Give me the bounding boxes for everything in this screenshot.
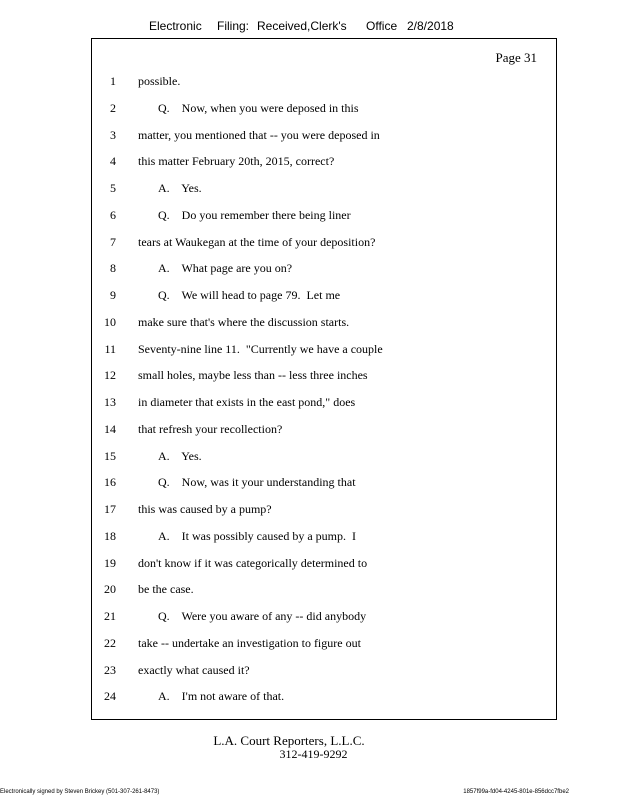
filing-header-date: 2/8/2018 [407, 19, 454, 33]
line-number: 18 [104, 528, 116, 543]
filing-header-office: Office [366, 19, 398, 33]
line-text: this matter February 20th, 2015, correct? [138, 154, 335, 169]
line-text: Q. Do you remember there being liner [158, 207, 351, 222]
line-text: don't know if it was categorically determined to [138, 555, 368, 570]
line-number: 1 [110, 74, 116, 88]
transcript-line [92, 395, 556, 415]
line-text: A. It was possibly caused by a pump. I [158, 528, 356, 543]
line-text: A. What page are you on? [158, 261, 293, 276]
line-number: 2 [110, 100, 116, 115]
line-text: exactly what caused it? [138, 662, 250, 677]
transcript-line [92, 154, 556, 174]
line-number: 9 [110, 288, 116, 302]
line-number: 7 [110, 234, 116, 249]
line-number: 6 [110, 207, 116, 222]
line-text: possible. [138, 74, 181, 88]
line-text: take -- undertake an investigation to figure out [138, 635, 361, 650]
transcript-line [92, 582, 556, 602]
line-number: 24 [104, 689, 116, 704]
transcript-line [92, 556, 556, 576]
line-number: 17 [104, 502, 116, 516]
line-number: 22 [104, 635, 116, 650]
transcript-line [92, 288, 556, 308]
line-text: make sure that's where the discussion starts. [138, 314, 350, 329]
line-text: that refresh your recollection? [138, 421, 283, 436]
line-text: A. Yes. [158, 181, 202, 195]
line-text: Seventy-nine line 11. "Currently we have a couple [138, 341, 383, 356]
transcript-line [92, 529, 556, 549]
line-text: tears at Waukegan at the time of your deposition? [138, 234, 376, 249]
transcript-line [92, 368, 556, 388]
transcript-line [92, 261, 556, 281]
line-number: 12 [104, 368, 116, 383]
filing-header-filing: Filing: [217, 19, 250, 33]
line-number: 23 [104, 662, 116, 677]
line-text: in diameter that exists in the east pond," does [138, 395, 356, 409]
line-number: 14 [104, 421, 116, 436]
transcript-line [92, 128, 556, 148]
line-number: 15 [104, 448, 116, 463]
line-text: small holes, maybe less than -- less three inches [138, 368, 368, 383]
line-text: A. I'm not aware of that. [158, 689, 285, 704]
line-text: Q. Now, was it your understanding that [158, 475, 356, 490]
transcript-line [92, 475, 556, 495]
filing-header-received: Received,Clerk's [257, 19, 347, 33]
document-hash: 1857f99a-fd04-4245-801e-856dcc7fbe2 [463, 789, 569, 795]
line-number: 5 [110, 181, 116, 195]
footer-company: L.A. Court Reporters, L.L.C. [213, 733, 365, 748]
transcript-line [92, 609, 556, 629]
transcript-line [92, 636, 556, 656]
electronic-signature-note: Electronically signed by Steven Brickey (501-307-261-8473) [0, 789, 160, 795]
transcript-line [92, 422, 556, 442]
transcript-line [92, 101, 556, 121]
line-number: 4 [110, 154, 116, 169]
transcript-line [92, 181, 556, 201]
filing-header [0, 19, 618, 37]
transcript-line [92, 689, 556, 709]
transcript-line [92, 502, 556, 522]
transcript-line [92, 449, 556, 469]
transcript-line [92, 663, 556, 683]
transcript-page [91, 38, 557, 720]
transcript-line [92, 315, 556, 335]
line-text: A. Yes. [158, 448, 202, 463]
line-number: 16 [104, 475, 116, 490]
line-number: 19 [104, 555, 116, 570]
line-number: 13 [104, 395, 116, 409]
footer-phone: 312-419-9292 [279, 747, 348, 761]
line-text: Q. We will head to page 79. Let me [158, 288, 341, 302]
line-number: 3 [110, 127, 116, 142]
line-text: Q. Were you aware of any -- did anybody [158, 609, 367, 623]
transcript-line [92, 208, 556, 228]
line-text: Q. Now, when you were deposed in this [158, 100, 359, 115]
line-text: this was caused by a pump? [138, 502, 272, 516]
transcript-line [92, 342, 556, 362]
page-number: Page 31 [495, 50, 537, 65]
line-text: be the case. [138, 582, 194, 597]
filing-header-electronic: Electronic [149, 19, 202, 33]
line-text: matter, you mentioned that -- you were deposed in [138, 127, 380, 142]
line-number: 20 [104, 582, 116, 597]
line-number: 11 [104, 341, 116, 356]
line-number: 8 [110, 261, 116, 276]
line-number: 10 [104, 314, 116, 329]
transcript-line [92, 235, 556, 255]
line-number: 21 [104, 609, 116, 623]
transcript-line [92, 74, 556, 94]
